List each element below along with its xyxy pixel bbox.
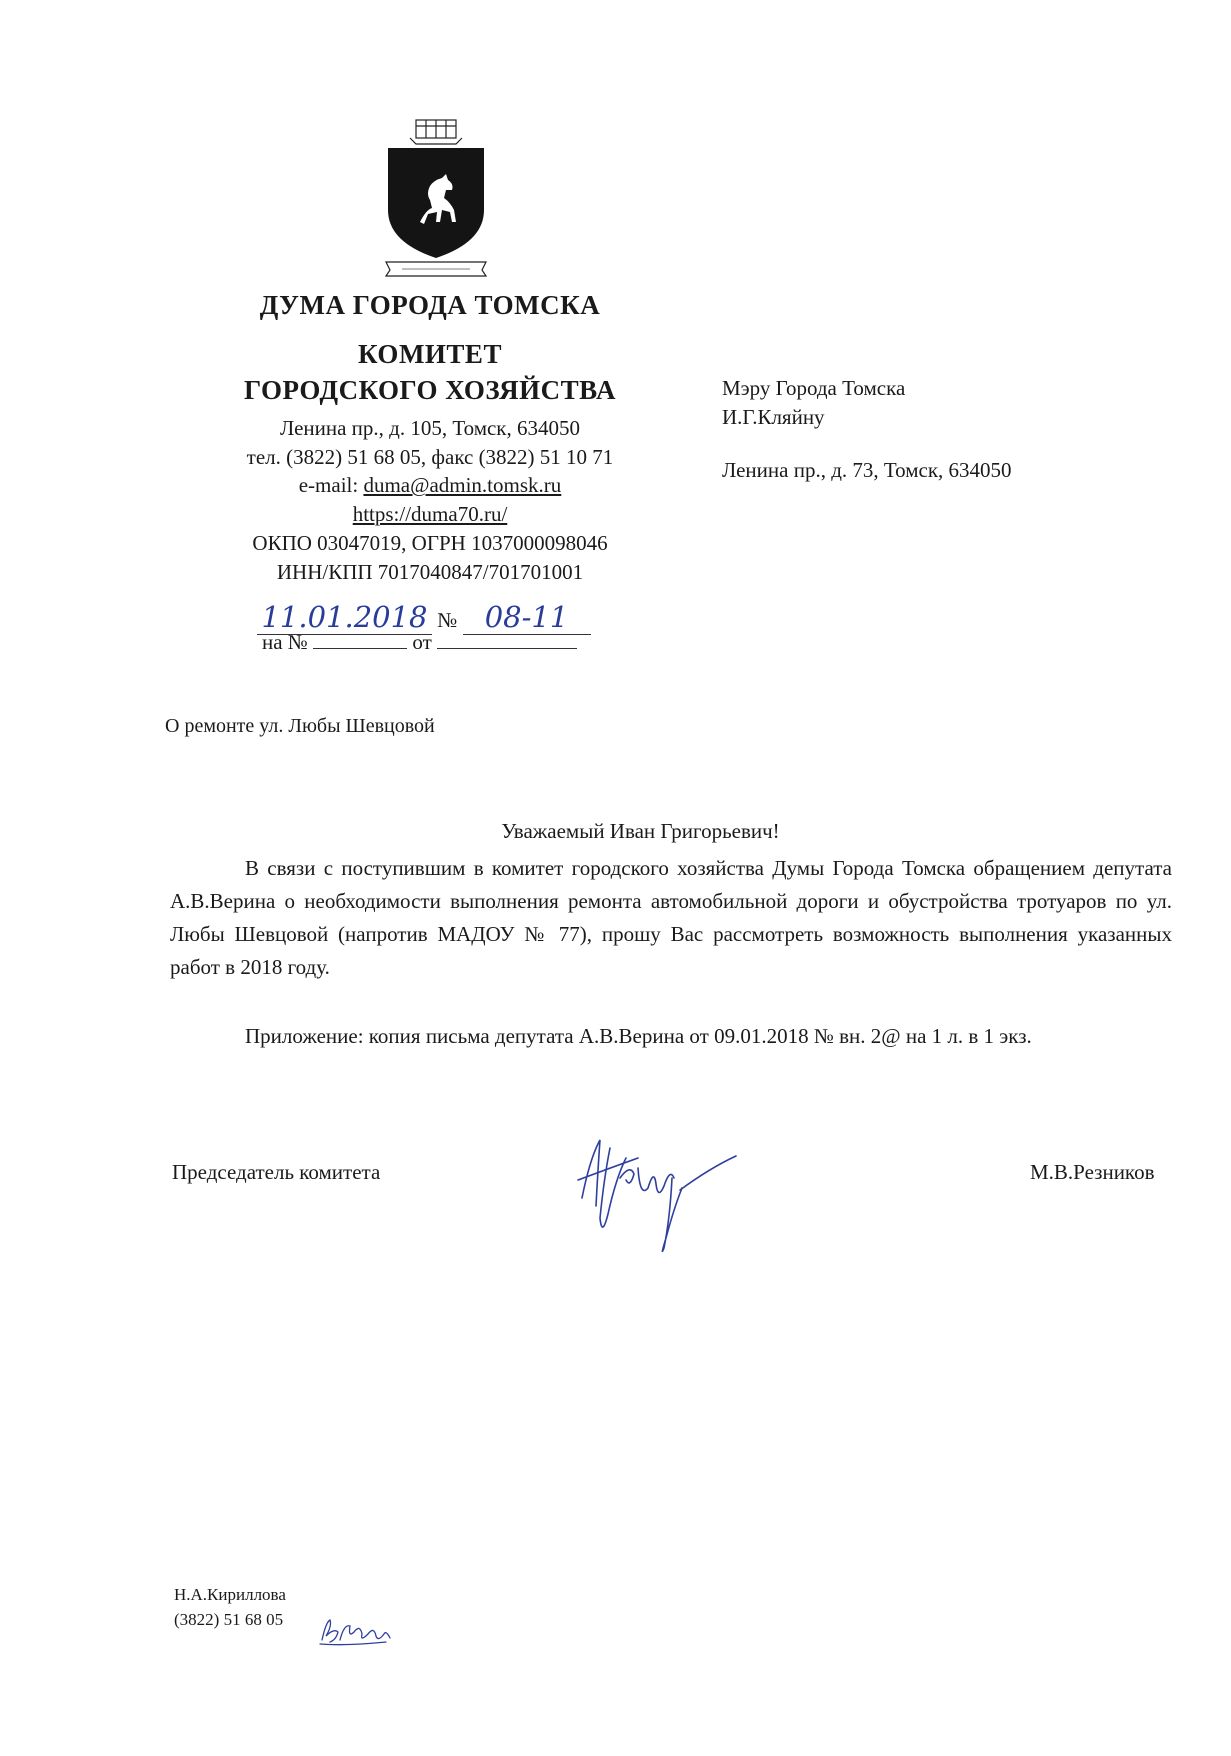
letter-date: 11.01.2018 — [257, 600, 432, 635]
reply-date-blank — [437, 630, 577, 649]
letter-body: В связи с поступившим в комитет городского хозяйства Думы Города Томска обращением депутата А.В.Верина о необходимости выполнения ремонта автомобильной дороги и обустройства тротуаров по ул. Любы Шевцовой (напротив МАДОУ № 77), прошу Вас рассмотреть возможность выполнения указанных работ в 2018 году. — [170, 856, 1172, 979]
executor-phone: (3822) 51 68 05 — [174, 1610, 284, 1629]
signer-role: Председатель комитета — [172, 1160, 381, 1184]
addressee-name: И.Г.Кляйну — [722, 405, 825, 429]
executor-name: Н.А.Кириллова — [174, 1585, 286, 1604]
executor-block — [174, 1582, 286, 1632]
executor-initials-signature — [316, 1614, 396, 1650]
addressee-address: Ленина пр., д. 73, Томск, 634050 — [722, 458, 1012, 482]
inn-kpp: ИНН/КПП 7017040847/701701001 — [276, 559, 584, 584]
tomsk-coat-of-arms-icon — [380, 118, 492, 278]
email-label: e-mail: — [298, 473, 364, 498]
okpo-ogrn: ОКПО 03047019, ОГРН 1037000098046 — [252, 530, 608, 555]
letter-number: 08-11 — [463, 600, 591, 635]
reference-block — [262, 600, 622, 662]
email-link[interactable]: duma@admin.tomsk.ru — [363, 473, 562, 498]
organization-title: ДУМА ГОРОДА ТОМСКА — [259, 290, 601, 320]
from-label: от — [412, 630, 432, 654]
addressee — [722, 374, 905, 432]
org-address: Ленина пр., д. 105, Томск, 634050 — [279, 416, 581, 440]
contact-block — [180, 414, 680, 586]
reply-label: на № — [262, 630, 308, 654]
committee-line-1: КОМИТЕТ — [358, 339, 502, 369]
website-link[interactable]: https://duma70.ru/ — [352, 502, 508, 527]
number-label: № — [437, 608, 458, 632]
greeting: Уважаемый Иван Григорьевич! — [501, 819, 780, 843]
org-phone: тел. (3822) 51 68 05, факс (3822) 51 10 71 — [246, 444, 614, 469]
committee-line-2: ГОРОДСКОГО ХОЗЯЙСТВА — [244, 375, 616, 405]
appendix-line: Приложение: копия письма депутата А.В.Верина от 09.01.2018 № вн. 2@ на 1 л. в 1 экз. — [245, 1024, 1032, 1048]
committee-title — [180, 336, 680, 408]
subject-line: О ремонте ул. Любы Шевцовой — [165, 715, 435, 737]
reply-number-blank — [313, 630, 407, 649]
addressee-title: Мэру Города Томска — [722, 376, 906, 400]
signer-name: М.В.Резников — [1030, 1160, 1155, 1184]
org-email-line — [180, 471, 680, 500]
handwritten-signature — [560, 1128, 760, 1258]
